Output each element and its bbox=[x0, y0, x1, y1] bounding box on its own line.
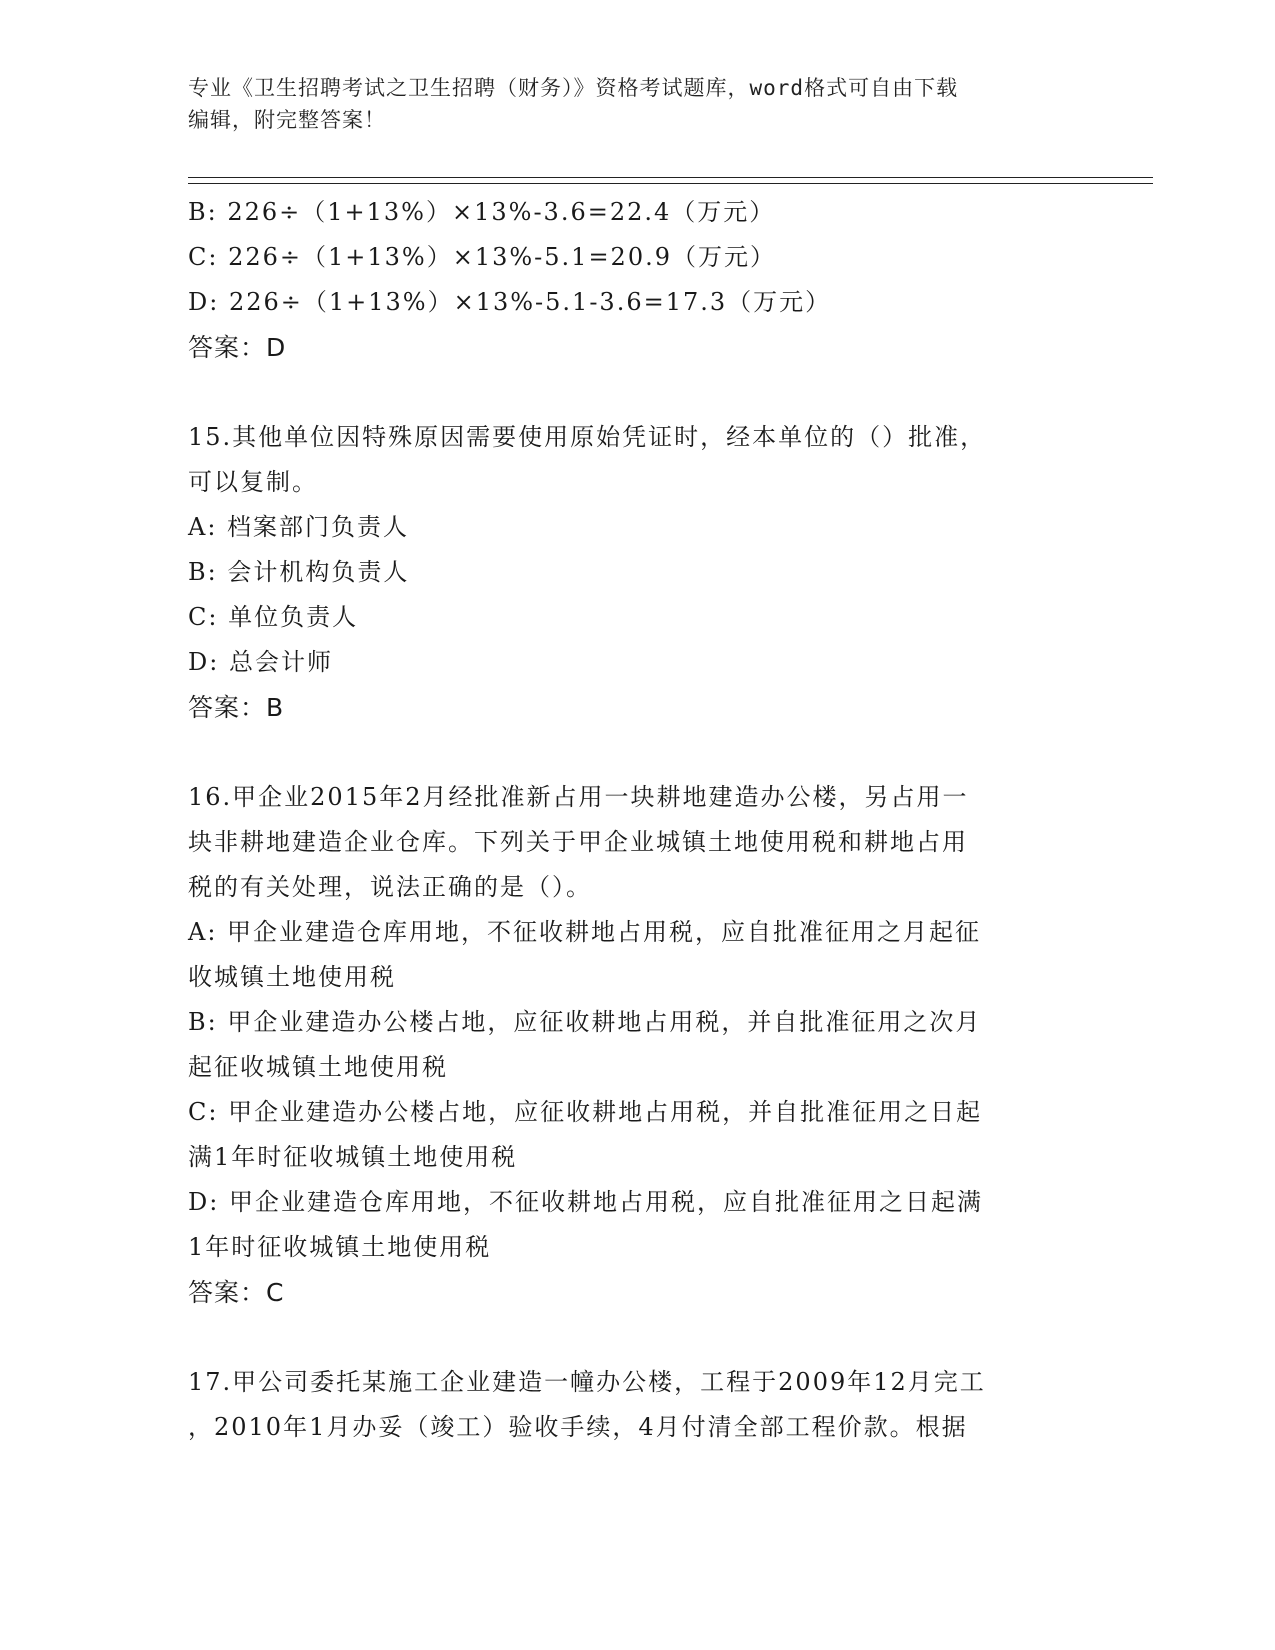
header-divider-top bbox=[188, 177, 1153, 178]
spacer bbox=[188, 1315, 1068, 1360]
spacer bbox=[188, 370, 1068, 415]
question-16 bbox=[188, 775, 1068, 1315]
question-stem-line: 可以复制。 bbox=[188, 468, 318, 496]
answer-label: 答案：D bbox=[188, 333, 287, 362]
answer-label: 答案：C bbox=[188, 1278, 285, 1307]
option-a: A: 档案部门负责人 bbox=[188, 513, 410, 541]
option-a-continued: 收城镇土地使用税 bbox=[188, 963, 396, 991]
answer-label: 答案：B bbox=[188, 693, 285, 722]
option-d-continued: 1年时征收城镇土地使用税 bbox=[188, 1233, 492, 1261]
question-stem-line: 15.其他单位因特殊原因需要使用原始凭证时，经本单位的（）批准， bbox=[188, 423, 987, 451]
question-stem-line: 块非耕地建造企业仓库。下列关于甲企业城镇土地使用税和耕地占用 bbox=[188, 828, 968, 856]
option-c: C: 226÷（1+13%）×13%-5.1=20.9（万元） bbox=[188, 243, 776, 271]
option-d: D: 226÷（1+13%）×13%-5.1-3.6=17.3（万元） bbox=[188, 288, 832, 316]
question-14-tail bbox=[188, 190, 1068, 370]
question-stem-line: 16.甲企业2015年2月经批准新占用一块耕地建造办公楼，另占用一 bbox=[188, 783, 969, 811]
question-17 bbox=[188, 1360, 1068, 1450]
option-c: C: 单位负责人 bbox=[188, 603, 359, 631]
document-header bbox=[188, 72, 1068, 136]
option-b: B: 会计机构负责人 bbox=[188, 558, 410, 586]
question-content bbox=[188, 190, 1068, 1450]
question-stem-line: ，2010年1月办妥（竣工）验收手续，4月付清全部工程价款。根据 bbox=[188, 1413, 968, 1441]
option-b: B: 甲企业建造办公楼占地，应征收耕地占用税，并自批准征用之次月 bbox=[188, 1008, 982, 1036]
header-line-1: 专业《卫生招聘考试之卫生招聘（财务）》资格考试题库，word格式可自由下载 bbox=[188, 76, 959, 100]
option-b-continued: 起征收城镇土地使用税 bbox=[188, 1053, 448, 1081]
question-stem-line: 税的有关处理，说法正确的是（）。 bbox=[188, 873, 592, 901]
header-line-2: 编辑，附完整答案！ bbox=[188, 108, 386, 132]
option-d: D: 甲企业建造仓库用地，不征收耕地占用税，应自批准征用之日起满 bbox=[188, 1188, 983, 1216]
question-stem-line: 17.甲公司委托某施工企业建造一幢办公楼，工程于2009年12月完工 bbox=[188, 1368, 986, 1396]
option-a: A: 甲企业建造仓库用地，不征收耕地占用税，应自批准征用之月起征 bbox=[188, 918, 982, 946]
header-divider-bottom bbox=[188, 183, 1153, 184]
option-d: D: 总会计师 bbox=[188, 648, 333, 676]
option-c-continued: 满1年时征收城镇土地使用税 bbox=[188, 1143, 518, 1171]
option-b: B: 226÷（1+13%）×13%-3.6=22.4（万元） bbox=[188, 198, 776, 226]
option-c: C: 甲企业建造办公楼占地，应征收耕地占用税，并自批准征用之日起 bbox=[188, 1098, 983, 1126]
question-15 bbox=[188, 415, 1068, 730]
spacer bbox=[188, 730, 1068, 775]
